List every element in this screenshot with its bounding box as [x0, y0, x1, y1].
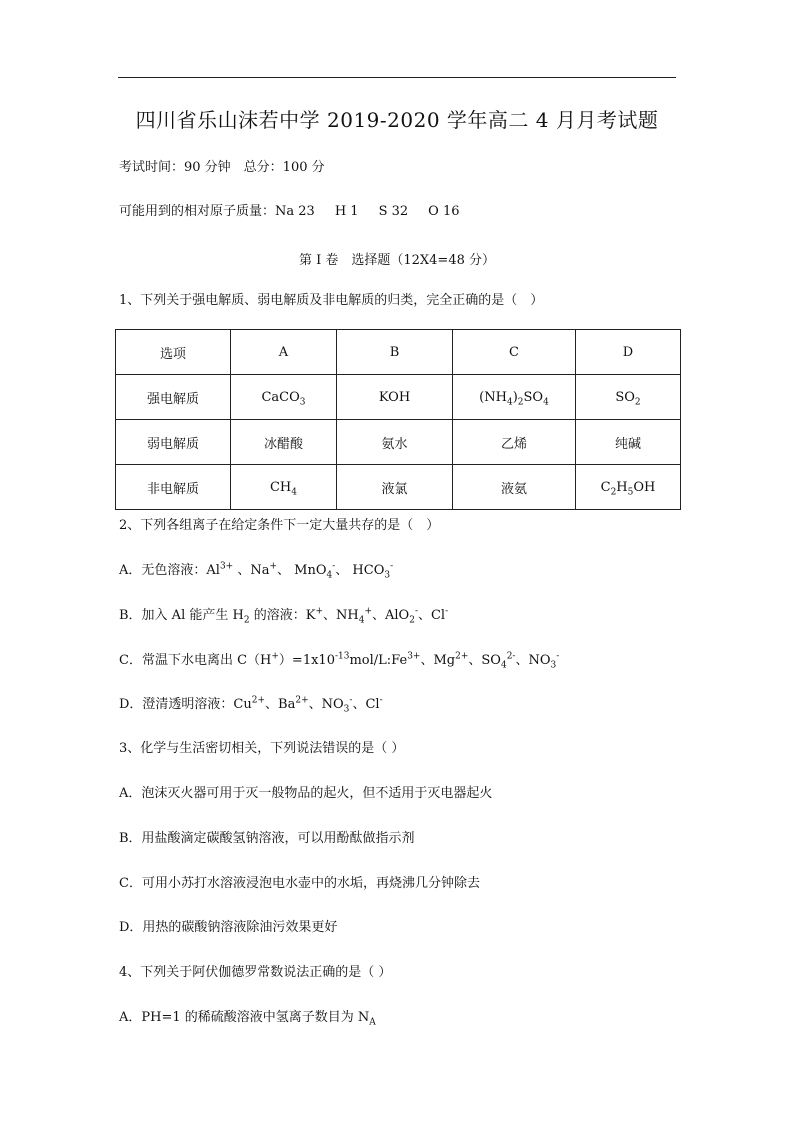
page-title: 四川省乐山沫若中学 2019-2020 学年高二 4 月月考试题	[135, 108, 659, 132]
q3-option-c: C．可用小苏打水溶液浸泡电水壶中的水垢，再烧沸几分钟除去	[119, 876, 480, 891]
table-header-cell: 选项	[116, 330, 231, 375]
table-header-cell: D	[576, 330, 681, 375]
electrolyte-table	[115, 329, 681, 510]
table-cell: 纯碱	[576, 420, 681, 465]
table-header-cell: B	[337, 330, 453, 375]
q3-option-b: B．用盐酸滴定碳酸氢钠溶液，可以用酚酞做指示剂	[119, 831, 415, 846]
row-label: 弱电解质	[116, 420, 231, 465]
q2-option-c: C．常温下水电离出 $C(H^+)=1x10^{-13}mol/L:Fe^{3+}$、$Mg^{2+}$、$SO_4^{2-}$、$NO_3^-$	[119, 651, 560, 671]
row-label: 非电解质	[116, 465, 231, 510]
table-cell: 液氨	[453, 465, 576, 510]
table-header-cell: A	[231, 330, 337, 375]
atomic-mass-na: Na 23	[275, 204, 315, 219]
table-cell: $SO_2$	[576, 375, 681, 420]
q4-stem: 4、下列关于阿伏伽德罗常数说法正确的是（ ）	[119, 965, 392, 980]
exam-info: 考试时间：90 分钟 总分：100 分	[119, 160, 325, 175]
table-cell: CaCO$_3$	[231, 375, 337, 420]
table-header-row	[116, 330, 681, 375]
table-cell: 氨水	[337, 420, 453, 465]
table-cell: $CH_4$	[231, 465, 337, 510]
table-cell: 冰醋酸	[231, 420, 337, 465]
q3-option-a: A．泡沫灭火器可用于灭一般物品的起火，但不适用于灭电器起火	[119, 786, 493, 801]
table-cell: KOH	[337, 375, 453, 420]
q2-option-d: D．澄清透明溶液：$Cu^{2+}$、$Ba^{2+}$、$NO_3^-$、Cl-	[119, 695, 383, 715]
row-label: 强电解质	[116, 375, 231, 420]
atomic-mass-h: H 1	[334, 204, 359, 219]
table-cell: $(NH_4)_2SO_4$	[453, 375, 576, 420]
table-row	[116, 375, 681, 420]
atomic-mass-o: O 16	[428, 204, 460, 219]
q1-stem: 1、下列关于强电解质、弱电解质及非电解质的归类，完全正确的是（ ）	[119, 293, 544, 308]
q3-stem: 3、化学与生活密切相关，下列说法错误的是（ ）	[119, 741, 405, 756]
atomic-mass-s: S 32	[378, 204, 409, 219]
header-rule	[118, 77, 676, 78]
table-row	[116, 465, 681, 510]
table-row	[116, 420, 681, 465]
q3-option-d: D．用热的碳酸钠溶液除油污效果更好	[119, 920, 338, 935]
q2-stem: 2、下列各组离子在给定条件下一定大量共存的是（ ）	[119, 518, 440, 533]
table-header-cell: C	[453, 330, 576, 375]
table-cell: $C_2H_5OH$	[576, 465, 681, 510]
atomic-mass-label: 可能用到的相对原子质量：	[119, 204, 276, 219]
table-cell: 液氯	[337, 465, 453, 510]
q2-option-b: B．加入 Al 能产生 $H_2$ 的溶液：K+、$NH_4^+$、AlO$_2$-、Cl-	[119, 606, 449, 626]
atomic-mass-line	[119, 204, 460, 220]
table-cell: 乙烯	[453, 420, 576, 465]
section-title: 第 I 卷 选择题（12X4=48 分）	[298, 253, 496, 268]
q4-option-a: A．PH=1 的稀硫酸溶液中氢离子数目为 $N_A$	[119, 1010, 376, 1028]
q2-option-a: A．无色溶液：$Al^{3+}$ 、Na+、 MnO$_4$-、 $HCO_3^-$	[119, 561, 394, 581]
